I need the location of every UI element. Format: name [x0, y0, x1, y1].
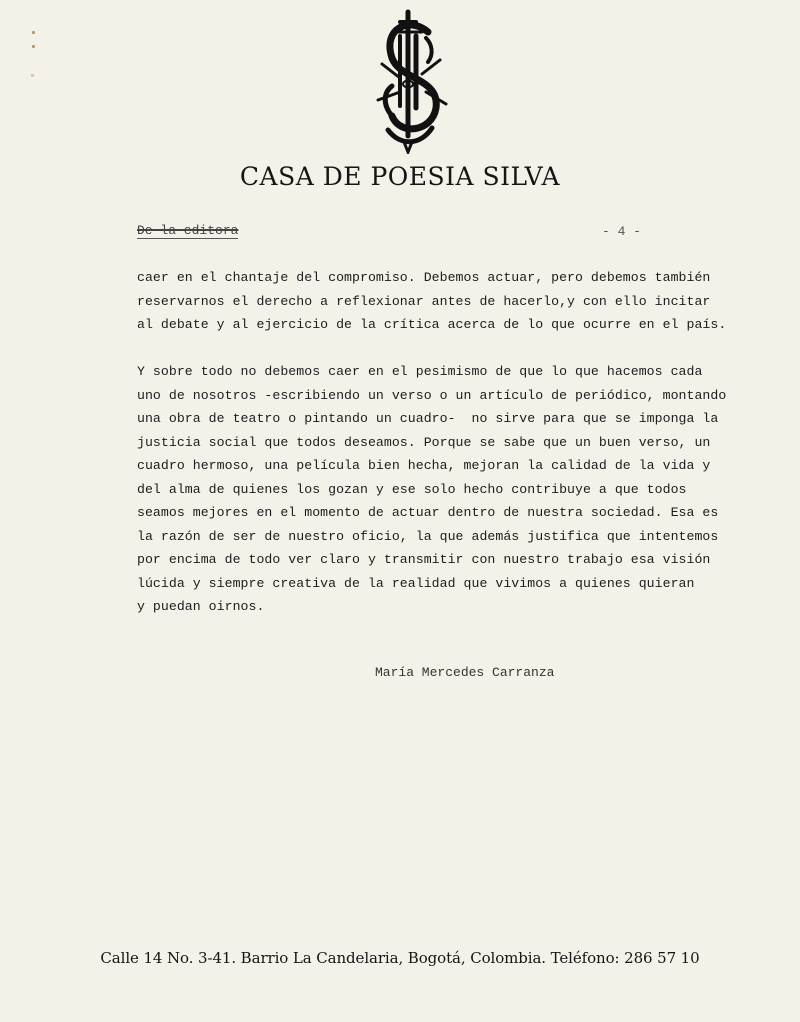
section-label: De la editora — [137, 223, 239, 238]
text-line: por encima de todo ver claro y transmitir con nuestro trabajo esa visión — [137, 552, 711, 567]
text-line: la razón de ser de nuestro oficio, la que además justifica que intentemos — [137, 528, 719, 544]
page-number: - 4 - — [602, 224, 642, 239]
text-line: justicia social que todos deseamos. Porque se sabe que un buen verso, un — [137, 434, 711, 450]
footer-address: Calle 14 No. 3-41. Barrio La Candelaria, Bogotá, Colombia. Teléfono: 286 57 10 — [100, 949, 700, 967]
paper-speck — [31, 74, 34, 77]
text-line: seamos mejores en el momento de actuar dentro de nuestra sociedad. Esa es — [137, 505, 719, 520]
body-paragraph — [137, 266, 726, 337]
text-line: uno de nosotros -escribiendo un verso o un artículo de periódico, montando — [137, 387, 727, 403]
text-line: lúcida y siempre creativa de la realidad que vivimos a quienes quieran — [137, 575, 695, 591]
text-line: del alma de quienes los gozan y ese solo hecho contribuye a que todos — [137, 481, 687, 497]
text-line: reservarnos el derecho a reflexionar antes de hacerlo,y con ello incitar — [137, 293, 711, 309]
signature: María Mercedes Carranza — [375, 665, 555, 680]
text-line: caer en el chantaje del compromiso. Debemos actuar, pero debemos también — [137, 270, 711, 285]
monogram-logo-icon — [370, 8, 452, 154]
text-line: al debate y al ejercicio de la crítica acerca de lo que ocurre en el país. — [137, 317, 727, 332]
text-line: Y sobre todo no debemos caer en el pesimismo de que lo que hacemos cada — [137, 364, 703, 379]
text-line: y puedan oirnos. — [137, 599, 265, 614]
organization-name: CASA DE POESIA SILVA — [239, 162, 561, 191]
text-line: cuadro hermoso, una película bien hecha, mejoran la calidad de la vida y — [137, 458, 711, 473]
paper-speck — [32, 31, 35, 34]
body-paragraph — [137, 360, 726, 619]
text-line: una obra de teatro o pintando un cuadro- no sirve para que se imponga la — [137, 411, 719, 426]
paper-speck — [32, 45, 35, 48]
